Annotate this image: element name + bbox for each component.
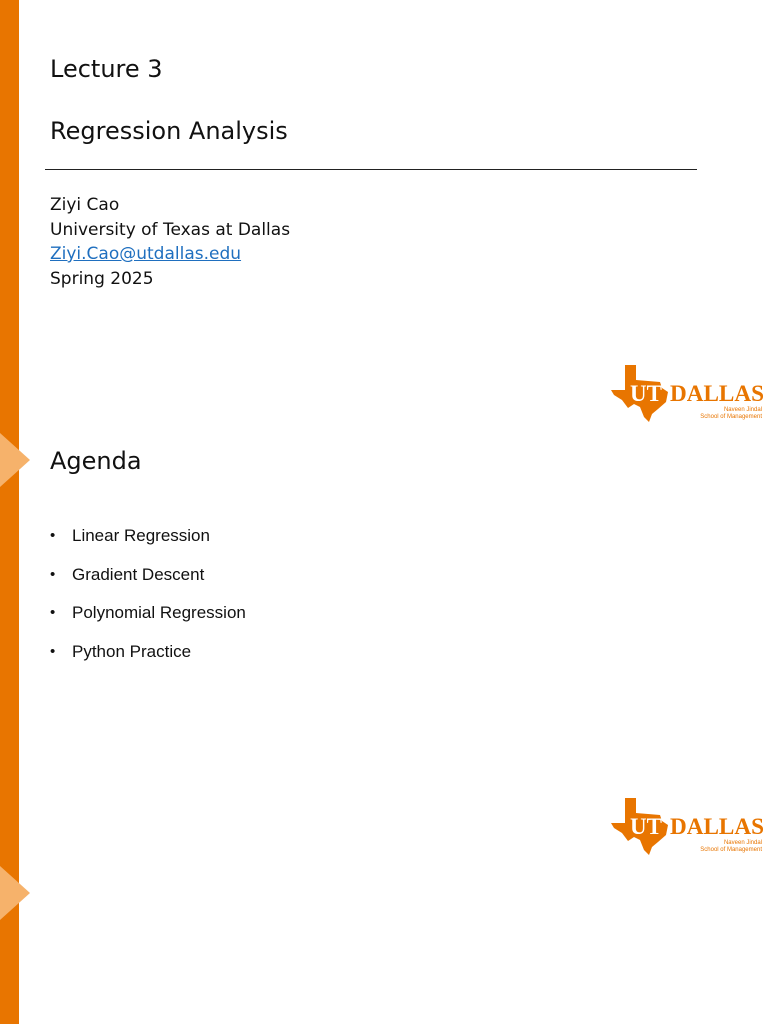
logo-school-line2: School of Management	[700, 847, 762, 853]
author-email-link[interactable]: Ziyi.Cao@utdallas.edu	[50, 244, 242, 264]
bullet-icon: •	[50, 527, 56, 544]
agenda-item-label: Python Practice	[72, 641, 192, 661]
bullet-icon: •	[50, 565, 56, 583]
logo-ut-text: UT	[630, 381, 662, 406]
bullet-icon: •	[50, 642, 56, 660]
logo-school-line2: School of Management	[700, 414, 762, 420]
agenda-item	[50, 564, 246, 603]
agenda-item-label: Polynomial Regression	[72, 603, 246, 622]
agenda-slide	[0, 433, 768, 866]
ut-dallas-logo	[610, 795, 766, 857]
chevron-right-icon	[0, 433, 30, 487]
agenda-title: Agenda	[50, 447, 142, 475]
title-divider	[45, 169, 697, 170]
agenda-item	[50, 525, 246, 564]
bullet-icon: •	[50, 604, 56, 621]
agenda-list	[50, 525, 246, 679]
agenda-item-label: Gradient Descent	[72, 564, 205, 584]
slide-accent-bar	[0, 433, 19, 866]
logo-dallas-text: DALLAS	[670, 381, 764, 406]
author-institution: University of Texas at Dallas	[50, 219, 291, 240]
logo-school-line1: Naveen Jindal	[723, 407, 762, 413]
agenda-item-label: Linear Regression	[72, 526, 210, 545]
agenda-item	[50, 602, 246, 641]
lecture-topic: Regression Analysis	[50, 117, 288, 145]
title-slide	[0, 0, 768, 433]
logo-school-line1: Naveen Jindal	[723, 840, 762, 846]
ut-dallas-logo	[610, 362, 766, 424]
course-term: Spring 2025	[50, 268, 154, 289]
chevron-right-icon	[0, 866, 30, 920]
slide-accent-bar	[0, 0, 19, 433]
logo-dallas-text: DALLAS	[670, 814, 764, 839]
logo-ut-text: UT	[630, 814, 662, 839]
next-slide-partial	[0, 866, 768, 1024]
author-info	[50, 193, 290, 291]
author-name: Ziyi Cao	[50, 195, 120, 215]
lecture-number: Lecture 3	[50, 55, 163, 83]
agenda-item	[50, 641, 246, 680]
